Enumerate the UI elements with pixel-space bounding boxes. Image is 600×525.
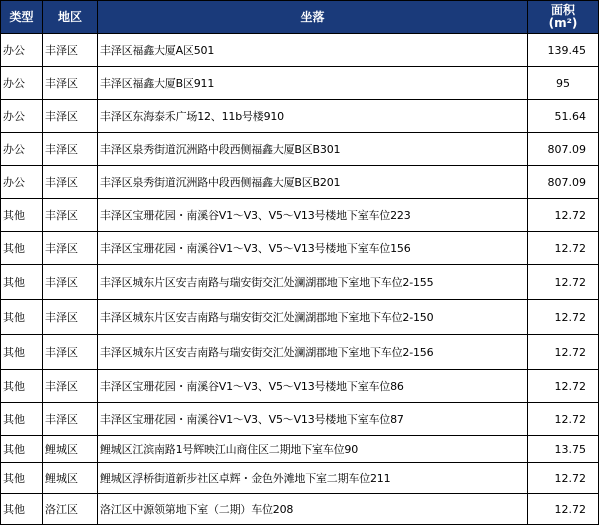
header-area-unit: (m²) bbox=[548, 16, 578, 30]
table-row bbox=[1, 335, 599, 370]
cell-area: 807.09 bbox=[528, 133, 599, 166]
header-area-label: 面积 bbox=[550, 3, 575, 17]
table-row bbox=[1, 34, 599, 67]
cell-district: 丰泽区 bbox=[43, 100, 98, 133]
cell-type: 其他 bbox=[1, 463, 43, 494]
table-row bbox=[1, 199, 599, 232]
cell-area: 807.09 bbox=[528, 166, 599, 199]
table-row bbox=[1, 403, 599, 436]
cell-area: 12.72 bbox=[528, 463, 599, 494]
cell-district: 丰泽区 bbox=[43, 265, 98, 300]
cell-area: 13.75 bbox=[528, 436, 599, 463]
cell-address: 丰泽区宝珊花园・南溪谷V1～V3、V5～V13号楼地下室车位86 bbox=[98, 370, 528, 403]
cell-district: 丰泽区 bbox=[43, 67, 98, 100]
cell-district: 洛江区 bbox=[43, 494, 98, 525]
table-row bbox=[1, 463, 599, 494]
cell-address: 洛江区中源领第地下室（二期）车位208 bbox=[98, 494, 528, 525]
cell-district: 丰泽区 bbox=[43, 300, 98, 335]
cell-address: 丰泽区城东片区安吉南路与瑞安街交汇处澜湖郡地下室地下车位2-150 bbox=[98, 300, 528, 335]
cell-type: 其他 bbox=[1, 232, 43, 265]
cell-district: 丰泽区 bbox=[43, 133, 98, 166]
cell-area: 12.72 bbox=[528, 403, 599, 436]
table-body bbox=[1, 34, 599, 525]
table-row bbox=[1, 265, 599, 300]
cell-type: 办公 bbox=[1, 67, 43, 100]
header-address: 坐落 bbox=[98, 1, 528, 34]
cell-type: 其他 bbox=[1, 265, 43, 300]
cell-type: 其他 bbox=[1, 436, 43, 463]
cell-district: 丰泽区 bbox=[43, 335, 98, 370]
cell-type: 其他 bbox=[1, 370, 43, 403]
header-district: 地区 bbox=[43, 1, 98, 34]
cell-address: 丰泽区福鑫大厦A区501 bbox=[98, 34, 528, 67]
cell-area: 12.72 bbox=[528, 494, 599, 525]
cell-type: 其他 bbox=[1, 199, 43, 232]
cell-type: 办公 bbox=[1, 166, 43, 199]
table-row bbox=[1, 370, 599, 403]
cell-address: 鲤城区江滨南路1号辉映江山商住区二期地下室车位90 bbox=[98, 436, 528, 463]
table-row bbox=[1, 166, 599, 199]
header-area bbox=[528, 1, 599, 34]
cell-district: 丰泽区 bbox=[43, 370, 98, 403]
table-row bbox=[1, 133, 599, 166]
cell-type: 其他 bbox=[1, 403, 43, 436]
table-row bbox=[1, 300, 599, 335]
cell-address: 丰泽区东海泰禾广场12、11b号楼910 bbox=[98, 100, 528, 133]
cell-address: 鲤城区浮桥街道新步社区卓辉・金色外滩地下室二期车位211 bbox=[98, 463, 528, 494]
cell-address: 丰泽区宝珊花园・南溪谷V1～V3、V5～V13号楼地下室车位87 bbox=[98, 403, 528, 436]
cell-type: 办公 bbox=[1, 100, 43, 133]
cell-address: 丰泽区宝珊花园・南溪谷V1～V3、V5～V13号楼地下室车位156 bbox=[98, 232, 528, 265]
table-row bbox=[1, 232, 599, 265]
cell-area: 139.45 bbox=[528, 34, 599, 67]
cell-type: 办公 bbox=[1, 133, 43, 166]
header-row bbox=[1, 1, 599, 34]
cell-type: 其他 bbox=[1, 335, 43, 370]
cell-area: 12.72 bbox=[528, 232, 599, 265]
cell-address: 丰泽区宝珊花园・南溪谷V1～V3、V5～V13号楼地下室车位223 bbox=[98, 199, 528, 232]
cell-address: 丰泽区城东片区安吉南路与瑞安街交汇处澜湖郡地下室地下车位2-155 bbox=[98, 265, 528, 300]
cell-address: 丰泽区城东片区安吉南路与瑞安街交汇处澜湖郡地下室地下车位2-156 bbox=[98, 335, 528, 370]
cell-area: 12.72 bbox=[528, 199, 599, 232]
cell-area: 12.72 bbox=[528, 335, 599, 370]
table-row bbox=[1, 67, 599, 100]
cell-area: 95 bbox=[528, 67, 599, 100]
cell-district: 丰泽区 bbox=[43, 34, 98, 67]
cell-district: 鲤城区 bbox=[43, 436, 98, 463]
cell-area: 12.72 bbox=[528, 300, 599, 335]
table-row bbox=[1, 436, 599, 463]
cell-area: 12.72 bbox=[528, 265, 599, 300]
table-row bbox=[1, 100, 599, 133]
cell-area: 51.64 bbox=[528, 100, 599, 133]
cell-type: 其他 bbox=[1, 300, 43, 335]
cell-address: 丰泽区泉秀街道沉洲路中段西侧福鑫大厦B区B301 bbox=[98, 133, 528, 166]
table-row bbox=[1, 494, 599, 525]
cell-district: 丰泽区 bbox=[43, 199, 98, 232]
cell-address: 丰泽区福鑫大厦B区911 bbox=[98, 67, 528, 100]
cell-area: 12.72 bbox=[528, 370, 599, 403]
cell-district: 丰泽区 bbox=[43, 166, 98, 199]
cell-district: 丰泽区 bbox=[43, 403, 98, 436]
cell-type: 办公 bbox=[1, 34, 43, 67]
cell-district: 丰泽区 bbox=[43, 232, 98, 265]
cell-district: 鲤城区 bbox=[43, 463, 98, 494]
header-type: 类型 bbox=[1, 1, 43, 34]
cell-address: 丰泽区泉秀街道沉洲路中段西侧福鑫大厦B区B201 bbox=[98, 166, 528, 199]
cell-type: 其他 bbox=[1, 494, 43, 525]
